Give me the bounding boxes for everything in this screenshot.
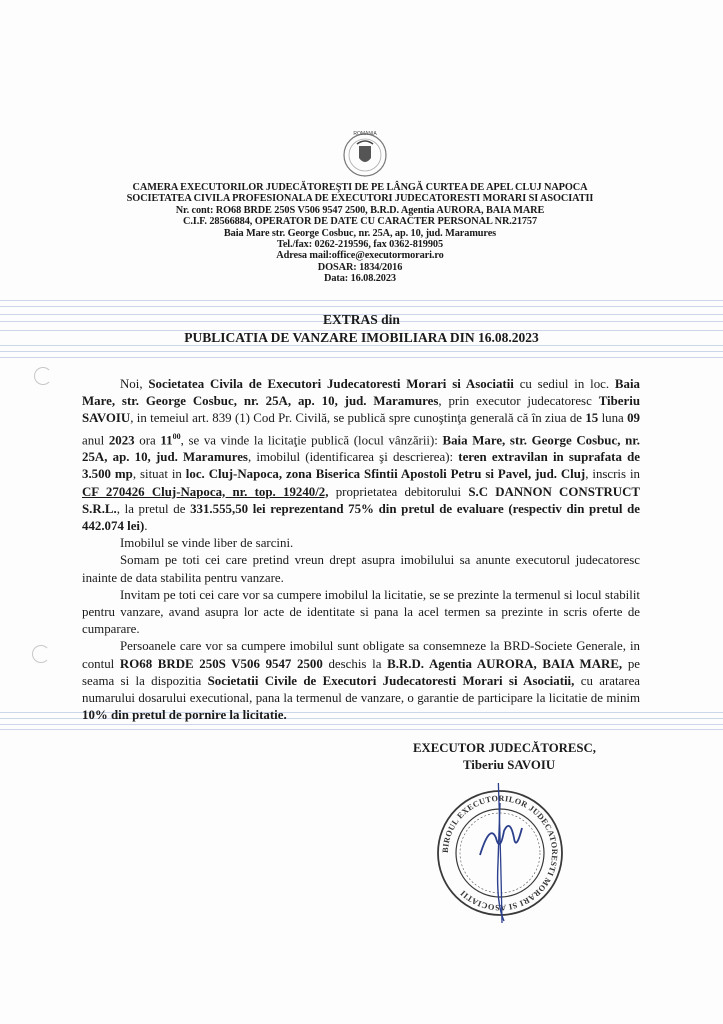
letterhead-line: DOSAR: 1834/2016 [317, 261, 403, 273]
signature-block [413, 740, 596, 774]
letterhead-line: SOCIETATEA CIVILA PROFESIONALA DE EXECUTORI JUDECATORESTI MORARI SI ASOCIATII [126, 193, 594, 205]
paragraph-invitation: Invitam pe toti cei care vor sa cumpere imobilul la licitatie, se se prezinte la termenul si locul stabilit pentru vanzare, avand asupra lor acte de identitate si pana la acel termen sa prezinte in scris oferte de cumparare. [82, 587, 640, 637]
letterhead [90, 182, 630, 285]
paragraph-guarantee: Persoanele care vor sa cumpere imobilul sunt obligate sa consemneze la BRD-Societe Generale, in contul RO68 BRDE 250S V506 9547 2500 deschis la B.R.D. Agentia AURORA, BAIA MARE, pe seama si la dispozitia Societatii Civile de Executori Judecatoresti Morari si Asociatii, cu aratarea numarului dosarului executional, pana la termenul de vanzare, o garantie de participare la licitatie de minim 10% din pretul de pornire la licitatie. [82, 639, 641, 723]
scan-line [0, 729, 723, 730]
letterhead-line: Tel./fax: 0262-219596, fax 0362-819905 [277, 239, 443, 251]
signature-name: Tiberiu SAVOIU [463, 758, 556, 772]
scan-line [0, 306, 723, 307]
coat-of-arms-emblem-icon [341, 128, 389, 180]
letterhead-line: Nr. cont: RO68 BRDE 250S V506 9547 2500, B.R.D. Agentia AURORA, BAIA MARE [175, 204, 545, 216]
official-stamp-icon [430, 783, 570, 923]
letterhead-line: Baia Mare str. George Cosbuc, nr. 25A, ap. 10, jud. Maramures [223, 227, 497, 239]
document-body [82, 376, 640, 724]
letterhead-line: Data: 16.08.2023 [324, 273, 396, 285]
letterhead-line: CAMERA EXECUTORILOR JUDECĂTOREŞTI DE PE LÂNGĂ CURTEA DE APEL CLUJ NAPOCA [132, 182, 588, 193]
svg-text:ROMANIA: ROMANIA [353, 131, 377, 137]
document-subtitle: PUBLICATIA DE VANZARE IMOBILIARA DIN 16.08.2023 [184, 330, 539, 345]
letterhead-line: C.I.F. 28566884, OPERATOR DE DATE CU CARACTER PERSONAL NR.21757 [182, 216, 538, 228]
svg-text:BIROUL EXECUTORILOR JUDECATORE: BIROUL EXECUTORILOR JUDECATORESTI MORARI SI ASOCIATII [440, 793, 560, 913]
land-registry-reference: CF 270426 Cluj-Napoca, nr. top. 19240/2, [82, 484, 329, 499]
signature-title: EXECUTOR JUDECĂTORESC, [413, 741, 596, 755]
scan-line [0, 351, 723, 352]
scan-line [0, 357, 723, 358]
paragraph-encumbrance: Imobilul se vinde liber de sarcini. [120, 536, 294, 551]
punch-hole-mark [32, 645, 50, 663]
letterhead-line: Adresa mail:office@executormorari.ro [276, 250, 444, 262]
paragraph-summons: Somam pe toti cei care pretind vreun drept asupra imobilului sa anunte executorul judecatoresc inainte de data stabilita pentru vanzare. [82, 553, 640, 585]
punch-hole-mark [34, 367, 52, 385]
document-title: EXTRAS din [323, 312, 400, 327]
scan-line [0, 300, 723, 301]
paragraph-announcement: Noi, Societatea Civila de Executori Judecatoresti Morari si Asociatii cu sediul in loc. Baia Mare, str. George Cosbuc, nr. 25A, ap. 10, jud. Maramures, prin executor judecatoresc Tiberiu SAVOIU, in temeiul art. 839 (1) Cod Pr. Civilă, se publică spre cunoştinţa generală că în ziua de 15 luna 09 anul 2023 ora $11^{00}$, se va vinde la licitaţie publică (locul vânzării): Baia Mare, str. George Cosbuc, nr. 25A, ap. 10, jud. Maramures, imobilul (identificarea şi descrierea): teren extravilan in suprafata de 3.500 mp, situat in loc. Cluj-Napoca, zona Biserica Sfintii Apostoli Petru si Pavel, jud. Cluj, inscris in CF 270426 Cluj-Napoca, nr. top. 19240/2, proprietatea debitorului S.C DANNON CONSTRUCT S.R.L., la pretul de 331.555,50 lei reprezentand 75% din pretul de evaluare (respectiv din pretul de 442.074 lei). [82, 377, 640, 533]
